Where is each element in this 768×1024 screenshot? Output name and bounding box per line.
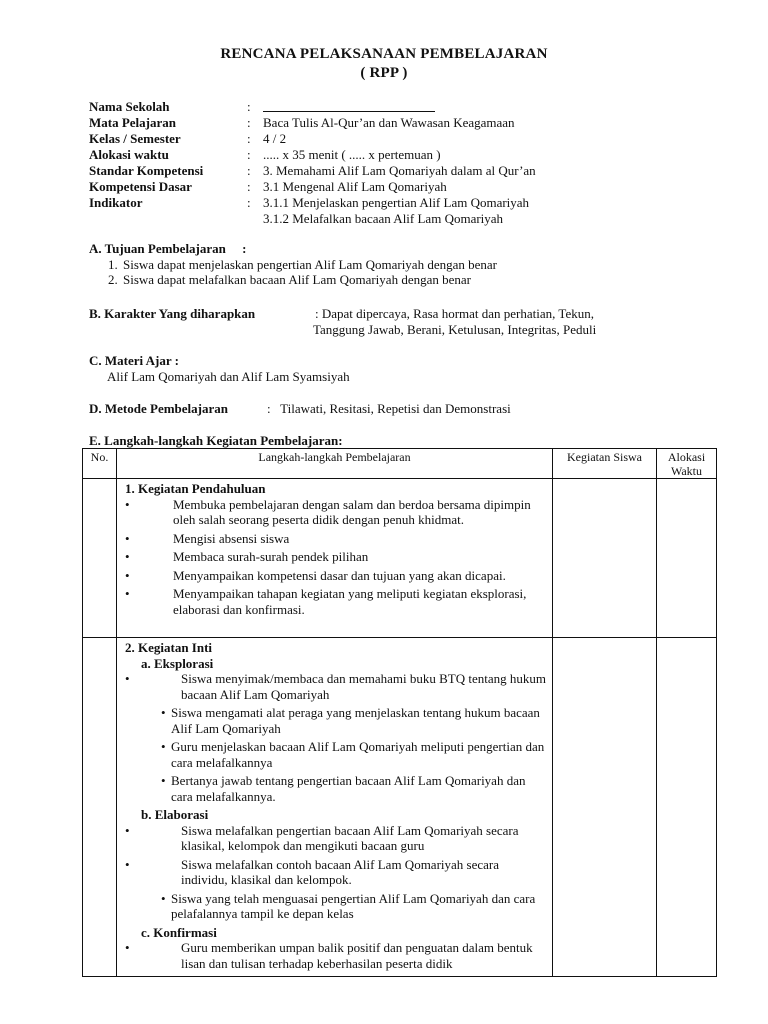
identity-row-indicator-2 (89, 211, 689, 227)
cell-no (83, 479, 117, 638)
identity-block (89, 99, 689, 227)
identity-colon: : (247, 163, 251, 178)
list-item: • Menyampaikan tahapan kegiatan yang meliputi kegiatan eksplorasi, elaborasi dan konfirmasi. (125, 586, 527, 617)
identity-label: Alokasi waktu (89, 147, 169, 162)
bullet-icon: • (125, 940, 130, 955)
bullet-icon: • (125, 530, 130, 546)
cell-time-allocation (657, 479, 717, 638)
bullet-list (125, 823, 548, 922)
cell-no (83, 638, 117, 977)
stage-core (117, 638, 552, 976)
identity-value: 3.1.1 Menjelaskan pengertian Alif Lam Qomariyah (263, 195, 530, 210)
list-item: 2. Siswa dapat melafalkan bacaan Alif Lam Qomariyah dengan benar (121, 272, 689, 288)
bullet-icon: • (125, 496, 130, 512)
list-item: • Mengisi absensi siswa (125, 530, 290, 546)
bullet-icon: • (125, 822, 130, 838)
identity-row-subject (89, 115, 689, 131)
bullet-icon: • (161, 739, 166, 754)
identity-value: Baca Tulis Al-Qur’an dan Wawasan Keagamaan (263, 115, 515, 130)
bullet-list (125, 940, 548, 971)
cell-student-activity (553, 638, 657, 977)
cell-steps (117, 479, 553, 638)
identity-colon: : (247, 179, 251, 194)
stage-introduction (117, 479, 552, 622)
list-item: • Membuka pembelajaran dengan salam dan berdoa bersama dipimpin oleh salah seorang peserta didik dengan penuh khidmat. (125, 496, 531, 527)
identity-row-time (89, 147, 689, 163)
list-item: • Siswa melafalkan pengertian bacaan Alif Lam Qomariyah secara klasikal, kelompok dan mengikuti bacaan guru (125, 822, 519, 853)
section-steps (89, 433, 689, 449)
sub-stage-title: a. Eksplorasi (141, 655, 214, 671)
identity-value: 3.1.2 Melafalkan bacaan Alif Lam Qomariyah (263, 211, 504, 226)
section-heading: E. Langkah-langkah Kegiatan Pembelajaran: (89, 433, 343, 448)
list-item: • Siswa menyimak/membaca dan memahami buku BTQ tentang hukum bacaan Alif Lam Qomariyah (125, 671, 547, 702)
character-line-1: : Dapat dipercaya, Rasa hormat dan perhatian, Tekun, (315, 306, 594, 321)
character-line-2: Tanggung Jawab, Berani, Ketulusan, Integritas, Peduli (313, 321, 597, 337)
header-time-allocation: Alokasi Waktu (657, 449, 717, 479)
identity-label: Kelas / Semester (89, 131, 181, 146)
document-subtitle: ( RPP ) (360, 65, 408, 81)
list-item: • Membaca surah-surah pendek pilihan (125, 549, 369, 564)
objective-list (89, 257, 689, 288)
list-item: • Menyampaikan kompetensi dasar dan tujuan yang akan dicapai. (125, 567, 506, 583)
table-row (83, 479, 717, 638)
section-heading: B. Karakter Yang diharapkan (89, 306, 256, 321)
school-name-blank-line (263, 99, 435, 112)
section-character (89, 306, 689, 337)
identity-row-basic-competence (89, 179, 689, 195)
header-student-activity: Kegiatan Siswa (553, 449, 657, 479)
identity-colon: : (247, 195, 251, 210)
header-steps: Langkah-langkah Pembelajaran (117, 449, 553, 479)
bullet-list (125, 497, 548, 618)
stage-title: 1. Kegiatan Pendahuluan (125, 481, 266, 496)
identity-colon: : (247, 99, 251, 114)
list-item: • Guru menjelaskan bacaan Alif Lam Qomariyah meliputi pengertian dan cara melafalkannya (161, 739, 545, 770)
section-material (89, 353, 689, 384)
cell-time-allocation (657, 638, 717, 977)
identity-colon: : (247, 147, 251, 162)
section-method (89, 401, 689, 417)
bullet-icon: • (125, 671, 130, 686)
bullet-icon: • (125, 567, 130, 583)
list-item: • Siswa mengamati alat peraga yang menjelaskan tentang hukum bacaan Alif Lam Qomariyah (161, 705, 540, 736)
list-item: • Siswa melafalkan contoh bacaan Alif Lam Qomariyah secara individu, klasikal dan kelompok. (125, 856, 500, 887)
identity-label: Mata Pelajaran (89, 115, 177, 130)
list-item: • Siswa yang telah menguasai pengertian Alif Lam Qomariyah dan cara pelafalannya tampil ke depan kelas (161, 890, 536, 921)
identity-row-class (89, 131, 689, 147)
identity-value: 4 / 2 (263, 131, 287, 146)
bullet-icon: • (161, 773, 166, 788)
material-text: Alif Lam Qomariyah dan Alif Lam Syamsiyah (107, 368, 350, 384)
table-row (83, 638, 717, 977)
identity-value: ..... x 35 menit ( ..... x pertemuan ) (263, 147, 441, 162)
identity-row-indicator (89, 195, 689, 211)
stage-title: 2. Kegiatan Inti (125, 640, 213, 655)
identity-value: 3. Memahami Alif Lam Qomariyah dalam al Qur’an (263, 163, 536, 178)
document-title: RENCANA PELAKSANAAN PEMBELAJARAN (220, 46, 548, 62)
section-heading: C. Materi Ajar : (89, 353, 180, 368)
identity-label: Nama Sekolah (89, 99, 170, 114)
list-item: • Bertanya jawab tentang pengertian bacaan Alif Lam Qomariyah dan cara melafalkannya. (161, 773, 526, 804)
section-heading: A. Tujuan Pembelajaran : (89, 241, 247, 256)
identity-colon: : (247, 131, 251, 146)
identity-value: 3.1 Mengenal Alif Lam Qomariyah (263, 179, 447, 194)
steps-table (82, 448, 717, 977)
bullet-icon: • (161, 890, 166, 906)
table-header-row (83, 449, 717, 479)
identity-value (263, 99, 689, 115)
sub-stage-title: c. Konfirmasi (141, 924, 217, 940)
bullet-icon: • (125, 549, 130, 564)
identity-label: Kompetensi Dasar (89, 179, 192, 194)
cell-student-activity (553, 479, 657, 638)
identity-row-standard (89, 163, 689, 179)
section-objectives (89, 241, 689, 288)
sub-stage-title: b. Elaborasi (141, 807, 209, 822)
identity-label: Standar Kompetensi (89, 163, 204, 178)
list-item: • Guru memberikan umpan balik positif dan penguatan dalam bentuk lisan dan tulisan terhadap keberhasilan peserta didik (125, 940, 533, 971)
list-item: 1. Siswa dapat menjelaskan pengertian Alif Lam Qomariyah dengan benar (121, 257, 689, 273)
identity-label: Indikator (89, 195, 143, 210)
section-heading: D. Metode Pembelajaran (89, 401, 228, 416)
cell-steps (117, 638, 553, 977)
identity-row-school (89, 99, 689, 115)
bullet-list (125, 671, 548, 804)
bullet-icon: • (161, 705, 166, 720)
bullet-icon: • (125, 586, 130, 601)
header-no: No. (83, 449, 117, 479)
identity-colon: : (247, 115, 251, 130)
method-text: : Tilawati, Resitasi, Repetisi dan Demonstrasi (267, 401, 511, 416)
bullet-icon: • (125, 856, 130, 872)
